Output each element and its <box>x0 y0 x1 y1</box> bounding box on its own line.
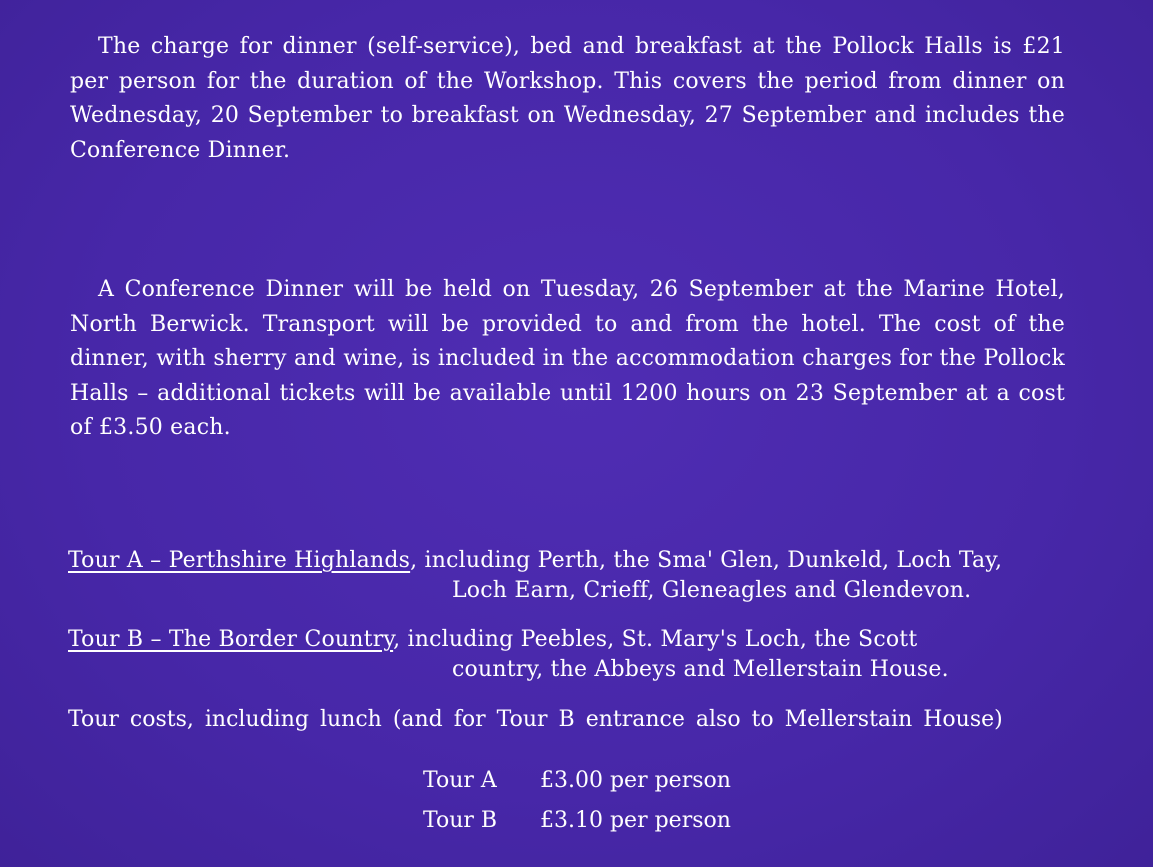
tour-a-heading: Tour A – Perthshire Highlands <box>68 548 411 573</box>
price-tour-a-value: £3.00 per person <box>540 768 731 793</box>
price-row-tour-a <box>423 765 731 797</box>
price-tour-a-label: Tour A <box>423 768 497 793</box>
conference-dinner-text: A Conference Dinner will be held on Tuesday, 26 September at the Marine Hotel, North Berwick. Transport will be provided to and from the hotel. The cost of the dinner, with sherry and wine, is included in the accommodation charges for the Pollock Halls – additional tickets will be available until 1200 hours on 23 September at a cost of £3.50 each. <box>70 277 1065 440</box>
tour-b-heading: Tour B – The Border Country <box>68 627 394 652</box>
accommodation-paragraph <box>70 30 1065 168</box>
price-tour-b-value: £3.10 per person <box>540 808 731 833</box>
tour-b-line-2: country, the Abbeys and Mellerstain House. <box>452 657 949 682</box>
price-row-tour-b <box>423 805 731 837</box>
conference-dinner-paragraph <box>70 273 1065 446</box>
tour-a-description <box>68 546 1003 603</box>
tour-costs-note: Tour costs, including lunch (and for Tour B entrance also to Mellerstain House) <box>68 707 1003 732</box>
price-tour-b-label: Tour B <box>423 808 498 833</box>
tour-b-description <box>68 625 949 682</box>
accommodation-text: The charge for dinner (self-service), bed and breakfast at the Pollock Halls is £21 per person for the duration of the Workshop. This covers the period from dinner on Wednesday, 20 September to breakfast on Wednesday, 27 September and includes the Conference Dinner. <box>70 34 1065 163</box>
tour-a-line-2: Loch Earn, Crieff, Gleneagles and Glendevon. <box>452 578 972 603</box>
tour-a-line-1: , including Perth, the Sma' Glen, Dunkeld, Loch Tay, <box>410 548 1003 573</box>
tour-b-line-1: , including Peebles, St. Mary's Loch, the Scott <box>393 627 918 652</box>
